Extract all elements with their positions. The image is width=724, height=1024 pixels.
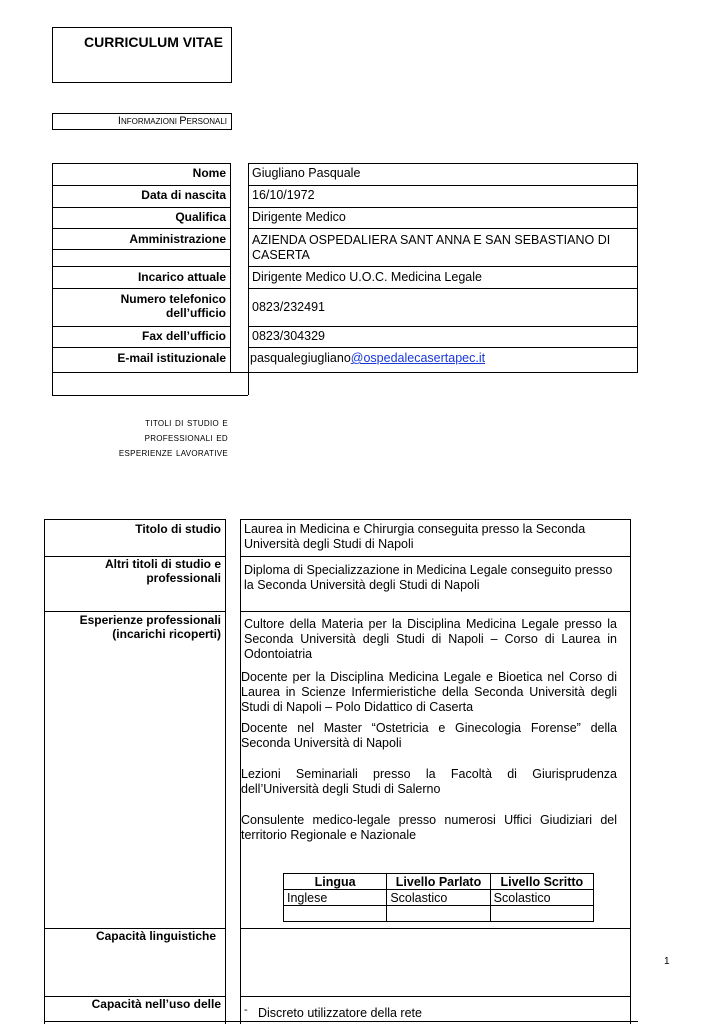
label-altri-titoli: Altri titoli di studio e professionali (105, 557, 221, 585)
value-fax: 0823/304329 (252, 329, 325, 343)
bullet-dash: - (244, 1004, 248, 1016)
cv-title-box (52, 27, 232, 83)
page-number: 1 (664, 956, 670, 967)
table-row (284, 890, 594, 906)
header-livello-scritto: Livello Scritto (490, 874, 593, 890)
section-personal-info: INFORMAZIONI PERSONALI (52, 113, 232, 130)
value-capacita-uso: - Discreto utilizzatore della rete (244, 1004, 422, 1020)
header-lingua: Lingua (284, 874, 387, 890)
label-titolo-studio: Titolo di studio (135, 522, 221, 536)
label-nome: Nome (192, 166, 226, 180)
esperienza-item: Cultore della Materia per la Disciplina Medicina Legale presso la Seconda Università degli Studi di Napoli – Corso di Laurea in Odontoiatria (244, 617, 617, 661)
section-titoli-label: titoli di studio e professionali ed esperienze lavorative (118, 417, 228, 459)
value-telefono: 0823/232491 (252, 300, 325, 314)
value-titolo-studio: Laurea in Medicina e Chirurgia conseguita presso la Seconda Università degli Studi di Napoli (244, 522, 586, 551)
cell-scritto: Scolastico (490, 890, 593, 906)
label-incarico: Incarico attuale (137, 270, 226, 284)
esperienza-item: Docente nel Master “Ostetricia e Ginecologia Forense” della Seconda Università di Napoli (241, 721, 617, 750)
label-fax: Fax dell’ufficio (141, 329, 226, 343)
language-table (283, 873, 594, 922)
language-table-header (284, 874, 594, 890)
label-esperienze: Esperienze professionali (incarichi ricoperti) (79, 613, 221, 641)
label-telefono: Numero telefonico dell’ufficio (120, 292, 226, 320)
esperienza-item: Docente per la Disciplina Medicina Legale e Bioetica nel Corso di Laurea in Scienze Infermieristiche della Seconda Università degli Studi di Napoli – Polo Didattico di Caserta (241, 670, 617, 714)
value-email: pasqualegiugliano@ospedalecasertapec.it (250, 351, 486, 365)
label-amministrazione: Amministrazione (129, 232, 226, 246)
cell-lingua: Inglese (284, 890, 387, 906)
esperienza-item: Lezioni Seminariali presso la Facoltà di Giurisprudenza dell’Università degli Studi di Salerno (241, 767, 617, 796)
table-row (284, 906, 594, 922)
value-altri-titoli: Diploma di Specializzazione in Medicina Legale conseguito presso la Seconda Università degli Studi di Napoli (244, 563, 613, 592)
value-nome: Giugliano Pasquale (252, 166, 361, 180)
value-incarico: Dirigente Medico U.O.C. Medicina Legale (252, 270, 482, 284)
email-link[interactable]: @ospedalecasertapec.it (350, 351, 486, 365)
label-data-nascita: Data di nascita (141, 188, 226, 202)
esperienza-item: Consulente medico-legale presso numerosi Uffici Giudiziari del territorio Regionale e Nazionale (241, 813, 617, 842)
cv-title: CURRICULUM VITAE (84, 34, 223, 50)
label-capacita-uso: Capacità nell’uso delle (91, 997, 221, 1011)
label-email: E-mail istituzionale (117, 351, 226, 365)
value-data-nascita: 16/10/1972 (252, 188, 315, 202)
label-capacita-linguistiche: Capacità linguistiche (95, 929, 216, 943)
header-livello-parlato: Livello Parlato (387, 874, 490, 890)
label-qualifica: Qualifica (175, 210, 226, 224)
value-qualifica: Dirigente Medico (252, 210, 346, 224)
value-amministrazione: AZIENDA OSPEDALIERA SANT ANNA E SAN SEBASTIANO DI CASERTA (252, 233, 611, 262)
cell-parlato: Scolastico (387, 890, 490, 906)
